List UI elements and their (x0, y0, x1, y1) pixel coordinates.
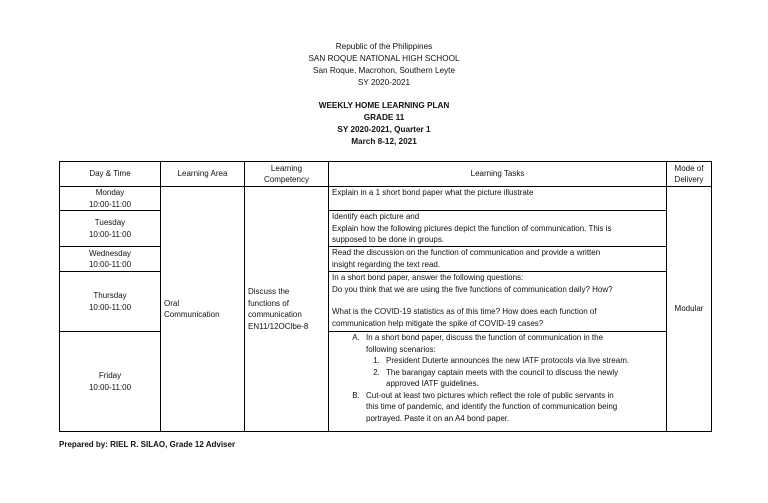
plan-term: SY 2020-2021, Quarter 1 (337, 125, 431, 134)
task-line: communication help mitigate the spike of COVID-19 cases? (332, 318, 544, 328)
list-item (382, 355, 663, 367)
task-line: Identify each picture and (332, 212, 420, 221)
task-line: insight regarding the text read. (332, 259, 441, 269)
plan-title: WEEKLY HOME LEARNING PLAN (318, 101, 450, 110)
plan-grade: GRADE 11 (363, 113, 405, 122)
school-name: SAN ROQUE NATIONAL HIGH SCHOOL (308, 54, 460, 63)
list-item (382, 367, 663, 390)
day-time: 10:00-11:00 (88, 302, 132, 312)
header-learning-competency (245, 162, 329, 187)
table-row (60, 272, 712, 332)
item-b-line1: B. Cut-out at least two pictures which reflect the role of public servants in (366, 390, 614, 400)
header-competency-line2: Competency (264, 175, 309, 184)
competency-code: EN11/12OClbe-8 (248, 321, 309, 331)
day-time: 10:00-11:00 (88, 229, 132, 239)
task-cell-tuesday (329, 211, 667, 247)
plan-title-block (0, 100, 768, 148)
day-cell-wednesday (60, 247, 161, 272)
day-time: 10:00-11:00 (88, 260, 132, 269)
scenario-2-line1: 2. The barangay captain meets with the council to discuss the newly (386, 367, 619, 377)
day-cell-monday (60, 187, 161, 211)
day-name: Wednesday (88, 248, 132, 258)
competency-line3: communication (248, 310, 302, 319)
day-cell-thursday (60, 272, 161, 332)
table-row (60, 187, 712, 211)
header-learning-area: Learning Area (161, 162, 245, 187)
task-cell-friday (329, 332, 667, 432)
day-name: Monday (95, 188, 125, 197)
day-time: 10:00-11:00 (88, 382, 132, 392)
item-b-line3: portrayed. Paste it on an A4 bond paper. (366, 413, 510, 423)
day-cell-friday (60, 332, 161, 432)
day-name: Thursday (93, 291, 127, 300)
task-line: Explain in a 1 short bond paper what the picture illustrate (332, 188, 534, 197)
day-name: Tuesday (94, 218, 126, 227)
day-cell-tuesday (60, 211, 161, 247)
task-line: What is the COVID-19 statistics as of this time? How does each function of (332, 307, 597, 316)
day-name: Friday (98, 371, 122, 380)
competency-line2: functions of (248, 298, 289, 308)
school-address: San Roque, Macrohon, Southern Leyte (312, 66, 455, 75)
prepared-by: Prepared by: RIEL R. SILAO, Grade 12 Adviser (59, 440, 236, 449)
header-mode-of-delivery (667, 162, 712, 187)
list-item (362, 390, 663, 425)
table-header-row (60, 162, 712, 187)
task-line: In a short bond paper, answer the following questions: (332, 273, 524, 282)
task-cell-thursday (329, 272, 667, 332)
spacer (332, 295, 663, 306)
learning-area-cell (161, 187, 245, 432)
item-a-line2: following scenarios: (366, 344, 436, 354)
scenario-1-line1: 1. President Duterte announces the new IATF protocols via live stream. (386, 356, 630, 365)
area-line2: Communication (164, 310, 220, 319)
mode-of-delivery-cell: Modular (667, 187, 712, 432)
header-day-time: Day & Time (60, 162, 161, 187)
table-row (60, 332, 712, 432)
task-line: Do you think that we are using the five functions of communication daily? How? (332, 284, 613, 294)
friday-task-list (332, 332, 663, 424)
task-line: Explain how the following pictures depict the function of communication. This is (332, 223, 612, 233)
day-time: 10:00-11:00 (88, 199, 132, 209)
country-name: Republic of the Philippines (335, 42, 433, 51)
learning-competency-cell (245, 187, 329, 432)
task-cell-monday (329, 187, 667, 211)
plan-dates: March 8-12, 2021 (351, 137, 417, 146)
list-item (362, 332, 663, 390)
task-cell-wednesday (329, 247, 667, 272)
school-year: SY 2020-2021 (357, 78, 411, 87)
learning-plan-table (59, 161, 712, 432)
task-line: Read the discussion on the function of communication and provide a written (332, 248, 601, 257)
scenario-list (352, 355, 663, 390)
item-a-line1: A. In a short bond paper, discuss the function of communication in the (366, 333, 604, 342)
header-competency-line1: Learning (270, 163, 303, 173)
competency-line1: Discuss the (248, 287, 290, 296)
header-mode-line1: Mode of (674, 163, 704, 173)
table-row (60, 211, 712, 247)
header-learning-tasks: Learning Tasks (329, 162, 667, 187)
document-header (0, 41, 768, 89)
scenario-2-line2: approved IATF guidelines. (386, 379, 479, 388)
area-line1: Oral (164, 298, 180, 308)
task-line: supposed to be done in groups. (332, 235, 445, 244)
table-row (60, 247, 712, 272)
item-b-line2: this time of pandemic, and identify the function of communication being (366, 402, 618, 411)
header-mode-line2: Delivery (674, 175, 704, 184)
